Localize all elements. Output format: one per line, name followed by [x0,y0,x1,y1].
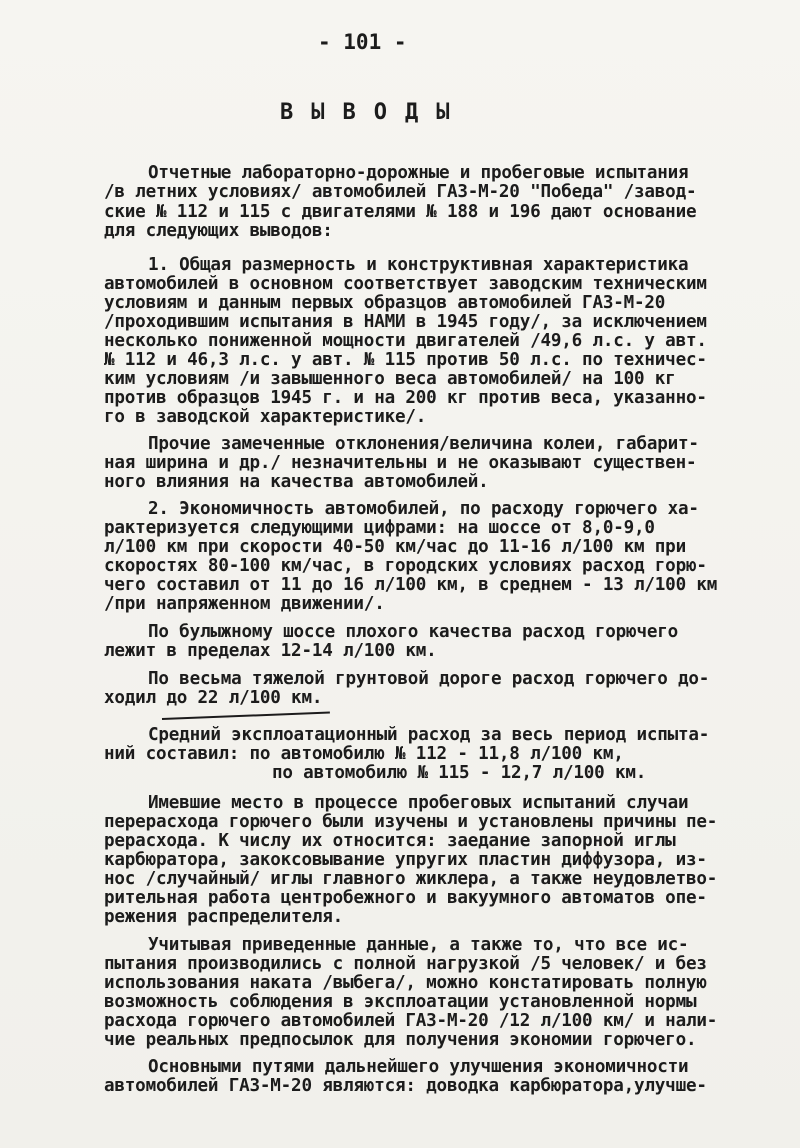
text-line: Средний эксплоатационный расход за весь период испыта- [148,725,710,745]
text-line: несколько пониженной мощности двигателей /49,6 л.с. у авт. [104,331,707,351]
text-line: перерасхода горючего были изучены и установлены причины пе- [104,812,718,832]
text-line: чие реальных предпосылок для получения экономии горючего. [104,1030,697,1050]
page-title: ВЫВОДЫ [280,100,468,125]
text-line: режения распределителя. [104,907,344,927]
text-line: По булыжному шоссе плохого качества расход горючего [148,622,679,642]
page-number: - 101 - [318,30,407,54]
text-line: по автомобилю № 115 - 12,7 л/100 км. [272,763,647,783]
text-line: /при напряженном движении/. [104,594,385,614]
text-line: Основными путями дальнейшего улучшения экономичности [148,1057,689,1077]
text-line: автомобилей ГАЗ-М-20 являются: доводка карбюратора,улучше- [104,1076,707,1096]
text-line: По весьма тяжелой грунтовой дороге расход горючего до- [148,669,710,689]
text-line: расхода горючего автомобилей ГАЗ-М-20 /12 л/100 км/ и нали- [104,1011,718,1031]
text-line: рактеризуется следующими цифрами: на шоссе от 8,0-9,0 [104,518,655,538]
text-line: л/100 км при скорости 40-50 км/час до 11-16 л/100 км при [104,537,686,557]
text-line: ного влияния на качества автомобилей. [104,472,489,492]
text-line: рерасхода. К числу их относится: заедание запорной иглы [104,831,676,851]
text-line: ские № 112 и 115 с двигателями № 188 и 196 дают основание [104,202,697,222]
text-line: возможность соблюдения в эксплоатации установленной нормы [104,992,697,1012]
text-line: ким условиям /и завышенного веса автомобилей/ на 100 кг [104,369,676,389]
text-line: против образцов 1945 г. и на 200 кг против веса, указанно- [104,388,707,408]
text-line: 2. Экономичность автомобилей, по расходу горючего ха- [148,499,699,519]
text-line: ний составил: по автомобилю № 112 - 11,8 л/100 км, [104,744,624,764]
text-line: чего составил от 11 до 16 л/100 км, в среднем - 13 л/100 км [104,575,718,595]
text-line: ная ширина и др./ незначительны и не оказывают существен- [104,453,697,473]
text-line: го в заводской характеристике/. [104,407,427,427]
text-line: автомобилей в основном соответствует заводским техническим [104,274,707,294]
text-line: использования наката /выбега/, можно констатировать полную [104,973,707,993]
text-line: ходил до 22 л/100 км. [104,688,323,708]
text-line: Имевшие место в процессе пробеговых испытаний случаи [148,793,689,813]
text-line: /в летних условиях/ автомобилей ГАЗ-М-20 "Победа" /завод- [104,182,697,202]
text-line: для следующих выводов: [104,221,333,241]
text-line: /проходившим испытания в НАМИ в 1945 году/, за исключением [104,312,707,332]
text-line: нос /случайный/ иглы главного жиклера, а также неудовлетво- [104,869,718,889]
text-line: условиям и данным первых образцов автомобилей ГАЗ-М-20 [104,293,666,313]
handwritten-underline [162,712,330,720]
text-line: Учитывая приведенные данные, а также то, что все ис- [148,935,689,955]
text-line: скоростях 80-100 км/час, в городских условиях расход горю- [104,556,707,576]
text-line: карбюратора, закоксовывание упругих пластин диффузора, из- [104,850,707,870]
text-line: 1. Общая размерность и конструктивная характеристика [148,255,689,275]
text-line: рительная работа центробежного и вакуумного автоматов опе- [104,888,707,908]
text-line: лежит в пределах 12-14 л/100 км. [104,641,437,661]
text-line: пытания производились с полной нагрузкой /5 человек/ и без [104,954,707,974]
text-line: № 112 и 46,3 л.с. у авт. № 115 против 50 л.с. по техничес- [104,350,707,370]
text-line: Прочие замеченные отклонения/величина колеи, габарит- [148,434,699,454]
text-line: Отчетные лабораторно-дорожные и пробеговые испытания [148,163,689,183]
